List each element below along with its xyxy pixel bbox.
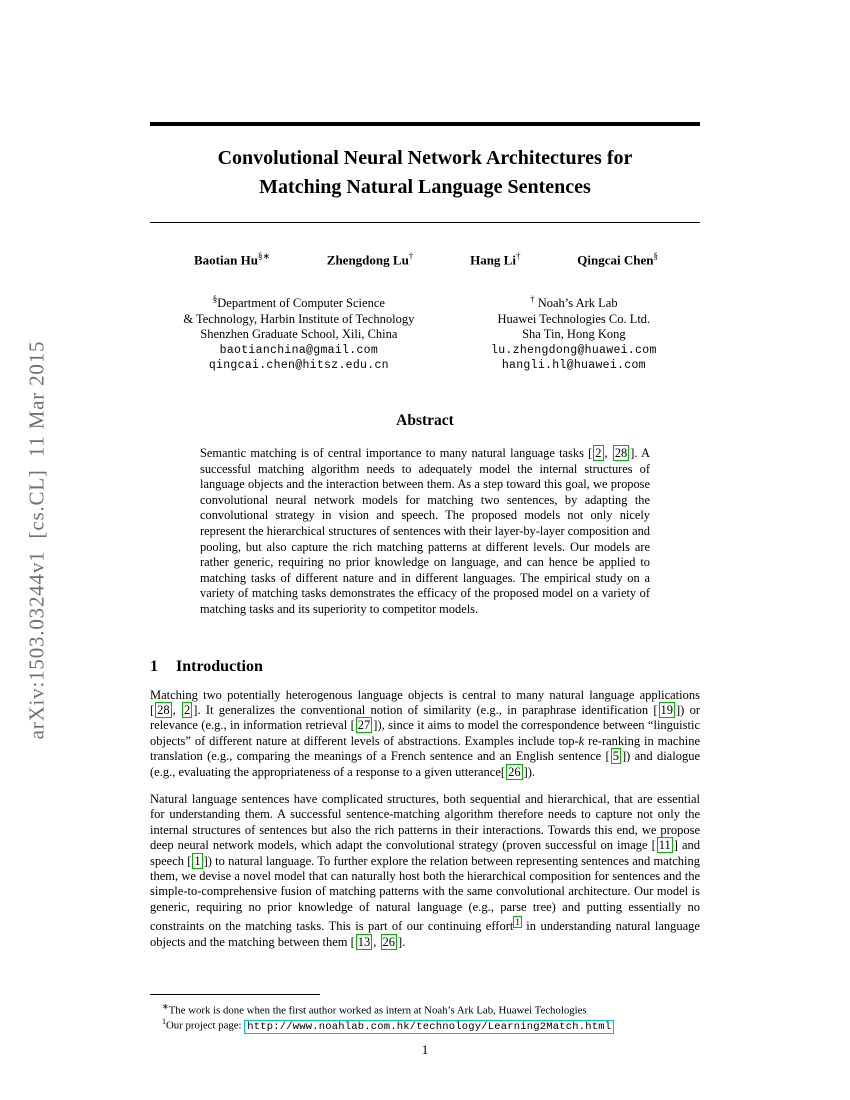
text-run: ]) to natural language. To further explore the relation between representing sentences and matching them, we devise a novel model that can naturally host both the hierarchical composition for sentences and the simple-to-comprehensive fusion of matching patterns with the same convolutional architecture. Our model is generic, requiring no prior knowledge of natural language (e.g., parse tree) and putting essentially no constraints on the matching tasks. This is part of our continuing effort <box>150 853 700 934</box>
text-run: ]), since it aims to model the correspondence between “linguistic objects” of different nature at different levels of abstractions. Examples include top- <box>150 718 700 748</box>
affiliation-line <box>448 292 700 312</box>
affiliation-noahs-ark <box>448 292 700 374</box>
email-hangli: hangli.hl@huawei.com <box>501 359 646 373</box>
section-number: 1 <box>150 657 158 675</box>
citation-link[interactable]: 26 <box>382 934 396 949</box>
section-title: Introduction <box>176 657 263 675</box>
text-run: ]). <box>523 764 536 779</box>
affiliation-marker: § <box>212 294 218 305</box>
citation-link[interactable]: 5 <box>612 749 619 764</box>
author-zhengdong-lu <box>327 251 414 268</box>
text-run: ] and speech [ <box>150 838 700 868</box>
author-name: Hang Li <box>470 252 516 268</box>
text-run: ]. <box>398 934 406 949</box>
authors-row <box>150 251 700 268</box>
citation-link[interactable]: 11 <box>658 838 671 853</box>
citation-link[interactable]: 28 <box>614 445 628 460</box>
author-hang-li <box>470 251 520 268</box>
intro-paragraph-2 <box>150 792 700 950</box>
affiliation-line: & Technology, Harbin Institute of Technology <box>183 311 415 326</box>
text-run: Matching two potentially heterogenous language objects is central to many natural language applications [ <box>150 687 700 717</box>
author-name: Baotian Hu <box>194 252 258 268</box>
footnote-2 <box>150 1015 702 1034</box>
arxiv-watermark: arXiv:1503.03244v1 [cs.CL] 11 Mar 2015 <box>24 340 49 740</box>
abstract-text <box>200 446 650 618</box>
text-run: , <box>373 934 380 949</box>
text-run: ]. A successful matching algorithm needs to adequately model the internal structures of language objects and the interaction between them. As a step toward this goal, we propose convolutional neural network models for matching two sentences, by adapting the convolutional strategy in vision and speech. The proposed models not only nicely represent the hierarchical structures of sentences with their layer-by-layer composition and pooling, but also capture the rich matching patterns at different levels. Our models are rather generic, requiring no prior knowledge on language, and can hence be applied to matching tasks of different nature and in different languages. The empirical study on a variety of matching tasks demonstrates the efficacy of the proposed model on a variety of matching tasks and its superiority to competitor models. <box>200 445 650 616</box>
author-affiliation-marker: † <box>515 251 521 261</box>
citation-link[interactable]: 2 <box>184 702 191 717</box>
section-heading-introduction <box>150 658 700 676</box>
text-run: in understanding natural language objects and the matching between them [ <box>150 919 700 949</box>
project-url-link[interactable]: http://www.noahlab.com.hk/technology/Learning2Match.html <box>244 1020 614 1034</box>
text-run: The work is done when the first author worked as intern at Noah’s Ark Lab, Huawei Techologies <box>168 1004 587 1017</box>
citation-link[interactable]: 26 <box>508 764 521 779</box>
footnote-rule <box>150 994 320 995</box>
title-rule <box>150 222 700 223</box>
footnote-marker: ∗ <box>162 1002 169 1011</box>
affiliation-hit <box>150 292 448 374</box>
text-run: ]. It generalizes the conventional notion of similarity (e.g., in paraphrase identification [ <box>193 702 658 717</box>
intro-paragraph-1 <box>150 688 700 780</box>
text-run: Natural language sentences have complicated structures, both sequential and hierarchical, that are essential for understanding them. A successful sentence-matching algorithm therefore needs to capture not only the internal structures of sentences but also the rich patterns in their interactions. Towards this end, we propose deep neural network models, which adapt the convolutional strategy (proven successful on image [ <box>150 791 700 853</box>
page-number: 1 <box>421 1042 429 1057</box>
paper-title-line-2: Matching Natural Language Sentences <box>259 176 591 198</box>
abstract-heading: Abstract <box>396 411 454 429</box>
author-affiliation-marker: † <box>408 251 414 261</box>
affiliation-text: Department of Computer Science <box>217 296 385 311</box>
author-name: Zhengdong Lu <box>326 252 409 268</box>
affiliations-row <box>150 292 700 374</box>
author-affiliation-marker: § <box>653 251 658 261</box>
paper-page <box>150 0 700 1100</box>
email-zhengdong: lu.zhengdong@huawei.com <box>491 343 657 357</box>
affiliation-marker: † <box>530 294 535 305</box>
citation-link[interactable]: 2 <box>595 445 602 460</box>
author-name: Qingcai Chen <box>577 252 654 268</box>
text-run: , <box>172 702 182 717</box>
author-affiliation-marker: §∗ <box>257 251 270 261</box>
affiliation-line <box>150 292 448 312</box>
paper-title <box>150 144 700 202</box>
email-qingcai: qingcai.chen@hitsz.edu.cn <box>208 359 389 373</box>
author-baotian-hu <box>194 251 270 268</box>
footnote-marker: 1 <box>162 1017 166 1026</box>
text-run: ]) or relevance (e.g., in information retrieval [ <box>150 702 700 733</box>
top-rule <box>150 122 700 126</box>
email-baotian: baotianchina@gmail.com <box>219 343 379 357</box>
text-run: , <box>604 445 612 460</box>
citation-link[interactable]: 13 <box>357 934 371 949</box>
affiliation-text: Noah’s Ark Lab <box>534 296 618 311</box>
italic-text: k <box>578 733 585 748</box>
author-qingcai-chen <box>577 251 658 268</box>
citation-link[interactable]: 28 <box>157 702 170 717</box>
affiliation-line: Huawei Technologies Co. Ltd. <box>497 311 651 326</box>
affiliation-line: Sha Tin, Hong Kong <box>522 327 626 342</box>
text-run: ]) and dialogue (e.g., evaluating the appropriateness of a response to a given utterance[ <box>150 749 701 779</box>
affiliation-line: Shenzhen Graduate School, Xili, China <box>200 327 398 342</box>
citation-link[interactable]: 19 <box>660 702 673 717</box>
text-run: Semantic matching is of central importance to many natural language tasks [ <box>200 445 593 460</box>
text-run: re-ranking in machine translation (e.g., comparing the meanings of a French sentence and an English sentence [ <box>150 733 700 764</box>
paper-title-line-1: Convolutional Neural Network Architectures for <box>217 147 633 169</box>
citation-link[interactable]: 27 <box>357 718 371 733</box>
footnote-ref-link[interactable]: 1 <box>515 917 520 928</box>
citation-link[interactable]: 1 <box>194 853 201 868</box>
text-run: Our project page: <box>166 1019 245 1032</box>
